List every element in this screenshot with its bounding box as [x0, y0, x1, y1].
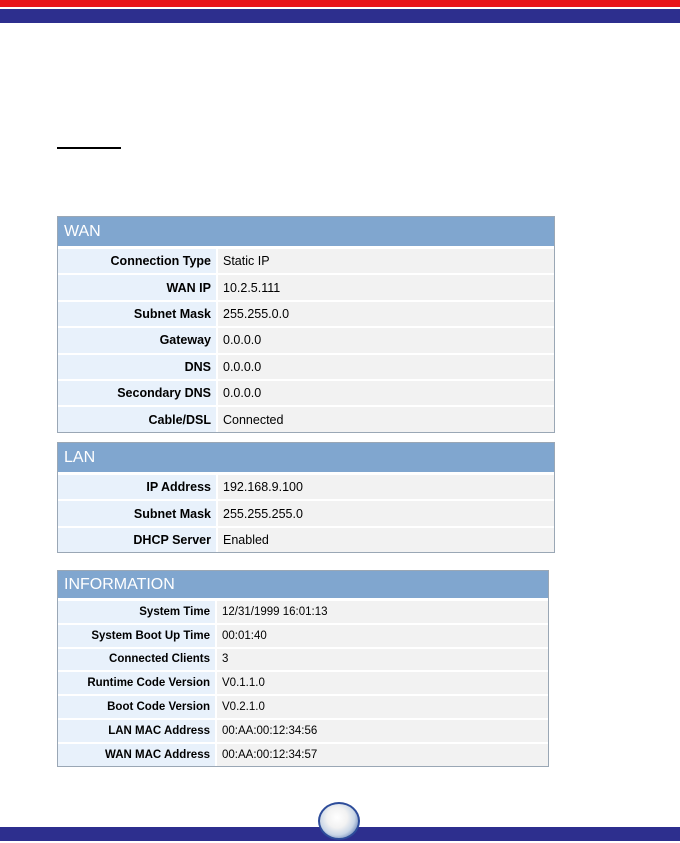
- row-label: Cable/DSL: [58, 407, 218, 431]
- information-panel-title: INFORMATION: [58, 571, 548, 599]
- row-label: System Time: [58, 601, 217, 623]
- table-row: [58, 499, 554, 525]
- wan-panel-title: WAN: [58, 217, 554, 247]
- row-label: Connected Clients: [58, 649, 217, 671]
- row-label: WAN MAC Address: [58, 744, 217, 766]
- table-row: [58, 326, 554, 352]
- row-value: 00:AA:00:12:34:57: [217, 744, 548, 766]
- row-label: System Boot Up Time: [58, 625, 217, 647]
- row-value: 0.0.0.0: [218, 328, 554, 352]
- row-label: Gateway: [58, 328, 218, 352]
- row-value: Static IP: [218, 249, 554, 273]
- lan-panel-title: LAN: [58, 443, 554, 473]
- section-heading-underline: [57, 147, 121, 149]
- top-blue-stripe: [0, 9, 680, 23]
- table-row: [58, 405, 554, 431]
- wan-panel: [57, 216, 555, 433]
- row-value: 12/31/1999 16:01:13: [217, 601, 548, 623]
- row-value: Connected: [218, 407, 554, 431]
- row-label: Secondary DNS: [58, 381, 218, 405]
- table-row: [58, 379, 554, 405]
- table-row: [58, 718, 548, 742]
- top-red-stripe: [0, 0, 680, 7]
- row-value: 0.0.0.0: [218, 381, 554, 405]
- row-value: 10.2.5.111: [218, 275, 554, 299]
- globe-logo-icon: [318, 802, 360, 840]
- row-value: 0.0.0.0: [218, 355, 554, 379]
- table-row: [58, 623, 548, 647]
- table-row: [58, 694, 548, 718]
- table-row: [58, 670, 548, 694]
- row-label: DHCP Server: [58, 528, 218, 552]
- lan-panel: [57, 442, 555, 553]
- row-label: Runtime Code Version: [58, 672, 217, 694]
- row-label: Subnet Mask: [58, 302, 218, 326]
- table-row: [58, 247, 554, 273]
- row-label: Connection Type: [58, 249, 218, 273]
- information-panel: [57, 570, 549, 767]
- row-label: Subnet Mask: [58, 501, 218, 525]
- row-value: V0.2.1.0: [217, 696, 548, 718]
- row-label: Boot Code Version: [58, 696, 217, 718]
- row-label: DNS: [58, 355, 218, 379]
- table-row: [58, 742, 548, 766]
- row-value: V0.1.1.0: [217, 672, 548, 694]
- table-row: [58, 526, 554, 552]
- row-value: 00:AA:00:12:34:56: [217, 720, 548, 742]
- table-row: [58, 273, 554, 299]
- row-label: IP Address: [58, 475, 218, 499]
- table-row: [58, 599, 548, 623]
- table-row: [58, 647, 548, 671]
- table-row: [58, 473, 554, 499]
- table-row: [58, 300, 554, 326]
- row-value: 3: [217, 649, 548, 671]
- row-value: 255.255.0.0: [218, 302, 554, 326]
- row-value: 192.168.9.100: [218, 475, 554, 499]
- row-value: Enabled: [218, 528, 554, 552]
- row-label: LAN MAC Address: [58, 720, 217, 742]
- table-row: [58, 353, 554, 379]
- row-value: 00:01:40: [217, 625, 548, 647]
- row-value: 255.255.255.0: [218, 501, 554, 525]
- row-label: WAN IP: [58, 275, 218, 299]
